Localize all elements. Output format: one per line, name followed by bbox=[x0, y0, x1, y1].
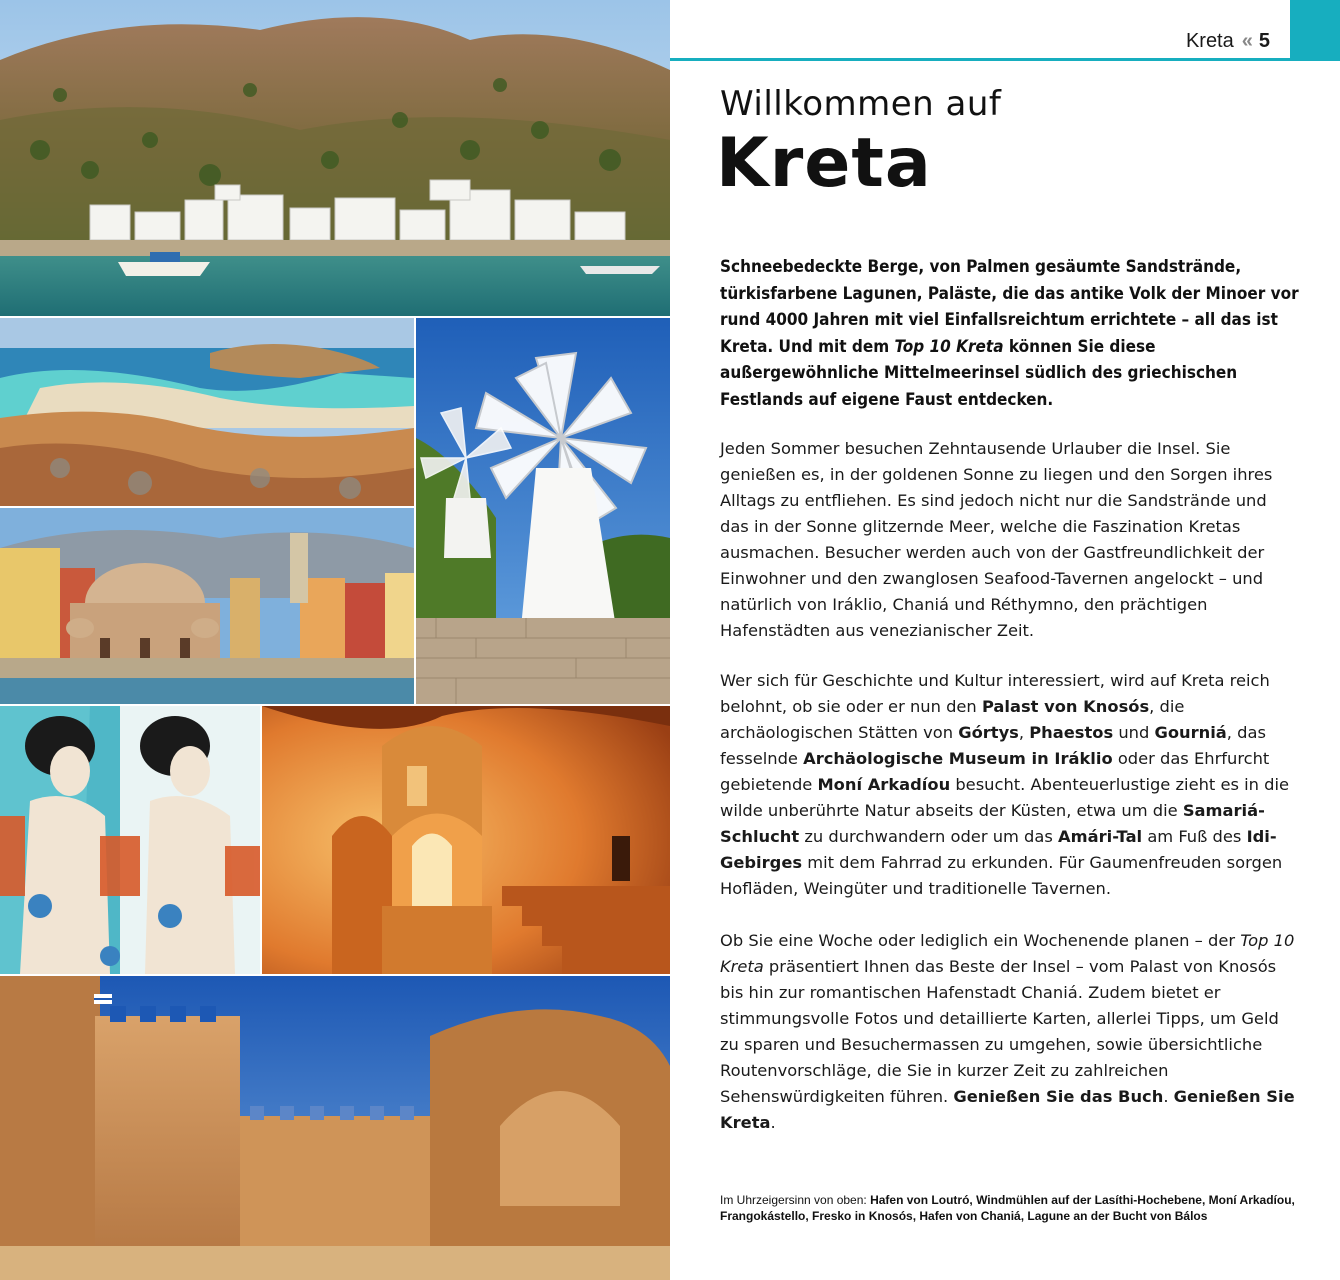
text-run: , das fesselnde bbox=[720, 723, 1266, 768]
text-run: , bbox=[1018, 723, 1030, 742]
highlight-phaestos: Phaestos bbox=[1029, 723, 1114, 742]
text-run: Ob Sie eine Woche oder lediglich ein Wochenende planen – der bbox=[720, 931, 1241, 950]
page-title: Kreta bbox=[716, 124, 932, 203]
photo-chania-harbour bbox=[0, 508, 414, 704]
text-run: Wer sich für Geschichte und Kultur interessiert, wird auf Kreta reich belohnt, ob sie oder er nun den bbox=[720, 671, 1270, 716]
highlight-gournia: Gourniá bbox=[1154, 723, 1227, 742]
book-title: Top 10 Kreta bbox=[720, 931, 1295, 976]
photo-moni-arkadiou bbox=[262, 706, 670, 974]
highlight-amari: Amári-Tal bbox=[1058, 827, 1143, 846]
highlight-enjoy-crete: Genießen Sie Kreta bbox=[720, 1087, 1295, 1132]
lead-text: können Sie diese außergewöhnliche Mittelmeerinsel südlich des griechischen Festlands auf eigene Faust entdecken. bbox=[720, 336, 1238, 410]
body-paragraph-1: Jeden Sommer besuchen Zehntausende Urlauber die Insel. Sie genießen es, in der goldenen Sonne zu liegen und den Sorgen ihres Alltags zu entfliehen. Es sind jedoch nicht nur die Sandstrände und das in der Sonne glitzernde Meer, welche die Faszination Kretas ausmachen. Besucher werden auch von der Gastfreundlichkeit der Einwohner und den zwanglosen Seafood-Tavernen angelockt – und natürlich von Iráklio, Chaniá und Réthymno, den prächtigen Hafenstädten aus venezianischer Zeit. bbox=[720, 439, 1273, 640]
lead-text: Schneebedeckte Berge, von Palmen gesäumte Sandstrände, türkisfarbene Lagunen, Paläste, die das antike Volk der Minoer vor rund 4000 Jahren mit viel Einfallsreichtum errichtete – all das ist Kreta. Und mit dem bbox=[720, 257, 1299, 357]
body-paragraph-2 bbox=[720, 668, 1300, 902]
caption-text: Hafen von Loutró, Windmühlen auf der Lasíthi-Hochebene, Moní Arkadíou, Frangokástello, Fresko in Knosós, Hafen von Chaniá, Lagune an der Bucht von Bálos bbox=[720, 1193, 1295, 1223]
running-head bbox=[1186, 30, 1270, 53]
text-run: oder das Ehrfurcht gebietende bbox=[720, 749, 1270, 794]
highlight-idi: Idi-Gebirges bbox=[720, 827, 1277, 872]
text-run: und bbox=[1113, 723, 1155, 742]
highlight-arkadi: Moní Arkadíou bbox=[817, 775, 951, 794]
photo-frangokastello bbox=[0, 976, 670, 1280]
photo-knossos-fresco bbox=[0, 706, 260, 974]
chevron-left-icon: « bbox=[1241, 30, 1251, 52]
highlight-samaria: Samariá-Schlucht bbox=[720, 801, 1265, 846]
text-run: zu durchwandern oder um das bbox=[799, 827, 1059, 846]
text-run: mit dem Fahrrad zu erkunden. Für Gaumenfreuden sorgen Hofläden, Weingüter und traditionelle Tavernen. bbox=[720, 853, 1283, 898]
text-run: besucht. Abenteuerlustige zieht es in die wilde unberührte Natur abseits der Küsten, etwa um die bbox=[720, 775, 1290, 820]
body-paragraph-3 bbox=[720, 928, 1300, 1136]
text-run: . bbox=[770, 1113, 776, 1132]
caption-lead: Im Uhrzeigersinn von oben: bbox=[720, 1193, 871, 1207]
header-rule bbox=[670, 58, 1340, 61]
lead-paragraph bbox=[720, 254, 1300, 413]
text-run: , die archäologischen Stätten von bbox=[720, 697, 1185, 742]
highlight-gortys: Górtys bbox=[958, 723, 1019, 742]
highlight-museum: Archäologische Museum in Iráklio bbox=[803, 749, 1113, 768]
running-title: Kreta bbox=[1185, 30, 1234, 52]
text-run: präsentiert Ihnen das Beste der Insel – vom Palast von Knosós bis hin zur romantischen Hafenstadt Chaniá. Zudem bietet er stimmungsvolle Fotos und detaillierte Karten, allerlei Tipps, um Geld zu sparen und Besuchermassen zu umgehen, sowie übersichtliche Routenvorschläge, die Sie in kurzer Zeit zu zahlreichen Sehenswürdigkeiten führen. bbox=[720, 957, 1279, 1106]
photo-lasithi-windmills bbox=[416, 318, 670, 704]
text-run: . bbox=[1163, 1087, 1174, 1106]
page-number: 5 bbox=[1258, 30, 1270, 52]
text-run: am Fuß des bbox=[1142, 827, 1247, 846]
title-subtitle: Willkommen auf bbox=[720, 84, 1002, 124]
highlight-knossos: Palast von Knosós bbox=[981, 697, 1150, 716]
highlight-enjoy-book: Genießen Sie das Buch bbox=[953, 1087, 1164, 1106]
page-tab bbox=[1290, 0, 1340, 58]
photo-caption bbox=[720, 1192, 1300, 1224]
photo-loutro-harbour bbox=[0, 0, 670, 316]
photo-balos-lagoon bbox=[0, 318, 414, 506]
lead-book-title: Top 10 Kreta bbox=[894, 336, 1004, 357]
